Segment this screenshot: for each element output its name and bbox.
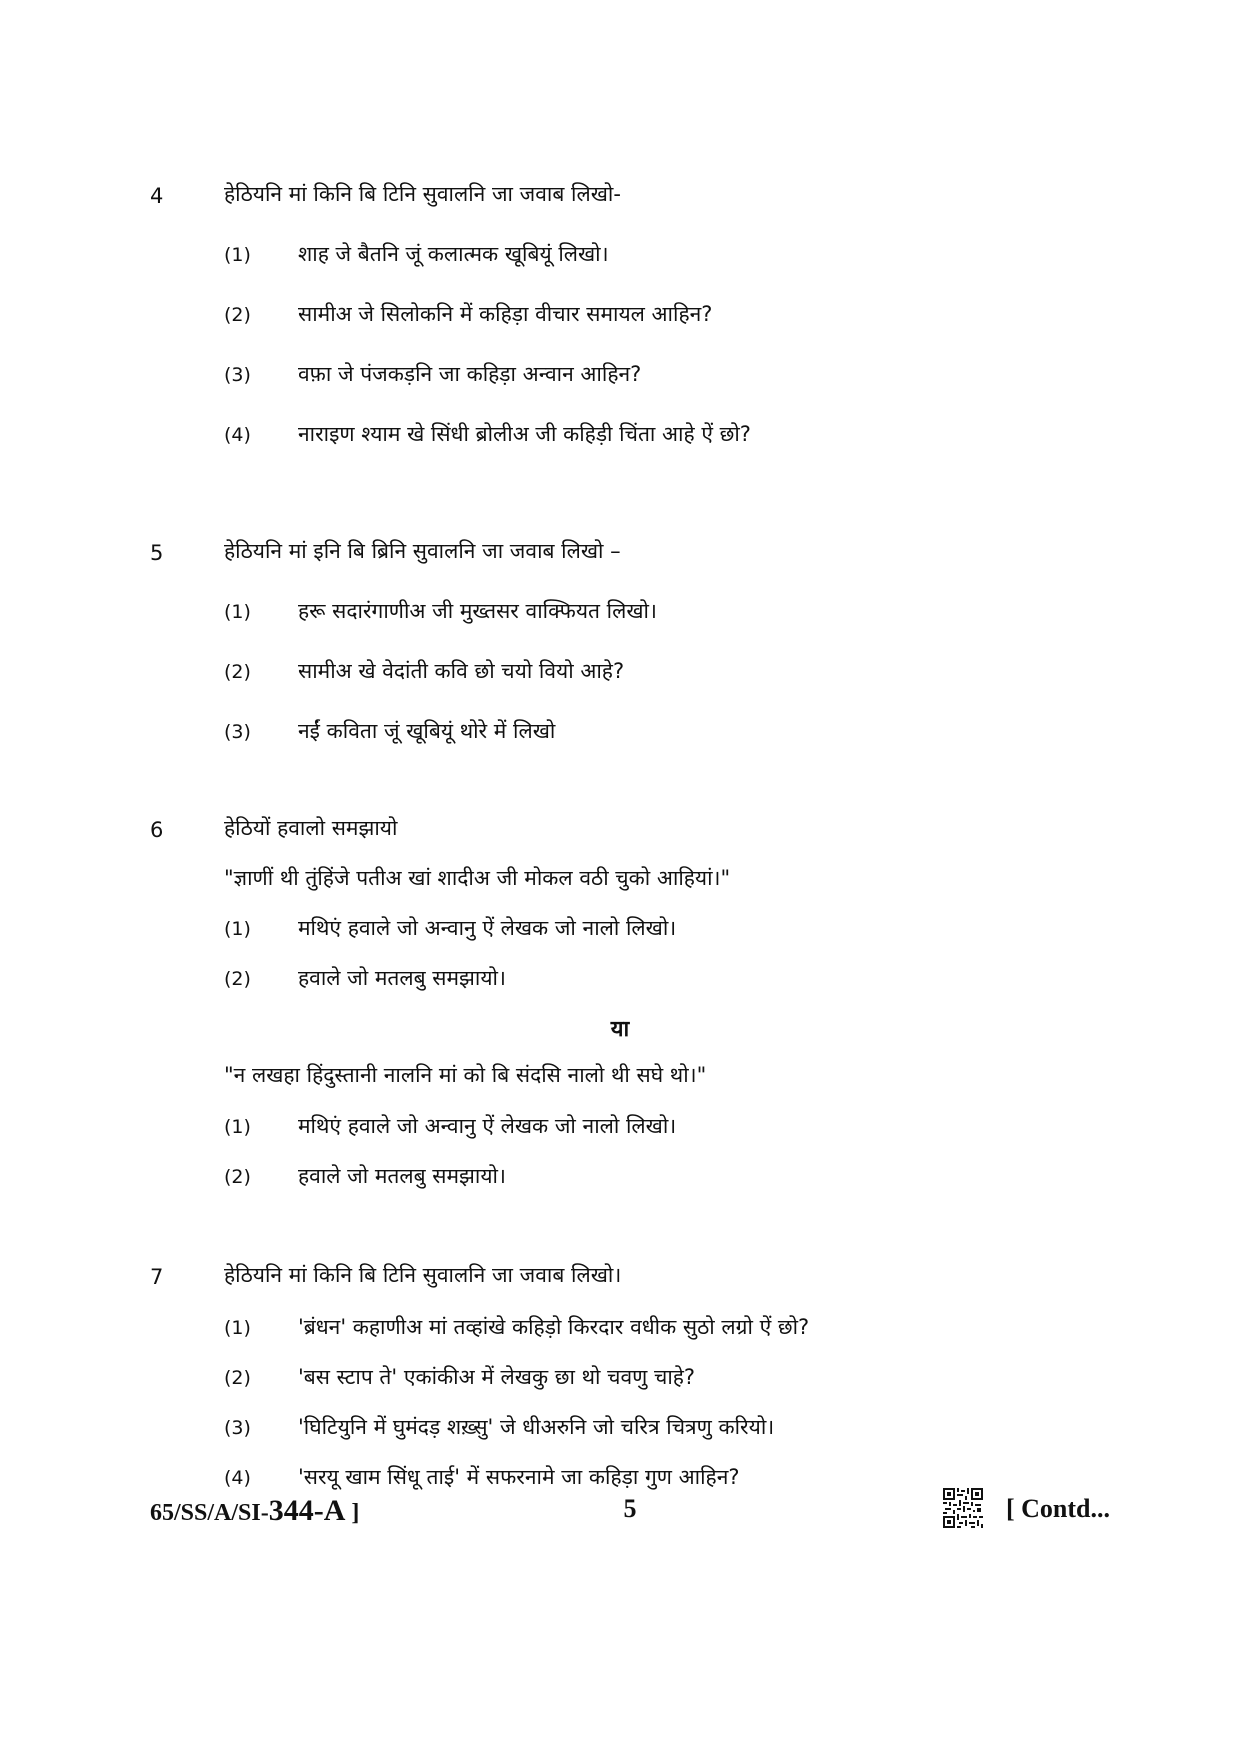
sub-item-number: (3) [224, 364, 251, 386]
sub-item-number: (4) [224, 424, 251, 446]
paper-code-suffix: ] [345, 1500, 360, 1526]
question-text: हेठियनि मां किनि बि टिनि सुवालनि जा जवाब लिखो। [224, 1263, 622, 1287]
question-number: 7 [150, 1265, 164, 1289]
sub-item-text: हवाले जो मतलबु समझायो। [298, 1164, 506, 1188]
paper-code [150, 1494, 359, 1528]
question-number: 5 [150, 541, 164, 565]
quoted-passage: "ज्ञाणीं थी तुंहिंजे पतीअ खां शादीअ जी मोकल वठी चुको आहियां।" [224, 866, 731, 890]
sub-item-text: सामीअ जे सिलोकनि में कहिड़ा वीचार समायल आहिन? [298, 302, 713, 326]
sub-item-number: (2) [224, 1367, 251, 1389]
sub-item-text: 'ब्रंधन' कहाणीअ मां तव्हांखे कहिड़ो किरदार वधीक सुठो लग्रो ऐं छो? [298, 1315, 810, 1339]
sub-item-number: (3) [224, 1417, 251, 1439]
sub-item-number: (2) [224, 1166, 251, 1188]
question-number: 6 [150, 818, 164, 842]
sub-item-text: सामीअ खे वेदांती कवि छो चयो वियो आहे? [298, 659, 625, 683]
sub-item-number: (4) [224, 1467, 251, 1489]
page-number: 5 [623, 1494, 637, 1523]
sub-item-number: (3) [224, 721, 251, 743]
sub-item-number: (2) [224, 304, 251, 326]
sub-item-text: हवाले जो मतलबु समझायो। [298, 966, 506, 990]
sub-item-number: (2) [224, 968, 251, 990]
question-number: 4 [150, 184, 164, 208]
paper-code-prefix: 65/SS/A/SI- [150, 1500, 269, 1526]
question-text: हेठियों हवालो समझायो [224, 816, 398, 840]
sub-item-number: (1) [224, 918, 251, 940]
sub-item-number: (1) [224, 1317, 251, 1339]
sub-item-number: (1) [224, 244, 251, 266]
sub-item-text: 'घिटियुनि में घुमंदड़ शख़्सु' जे धीअरुनि जो चरित्र चित्रणु करियो। [298, 1415, 775, 1439]
sub-item-text: नाराइण श्याम खे सिंधी ब्रोलीअ जी कहिड़ी चिंता आहे ऐं छो? [298, 422, 751, 446]
sub-item-text: हरू सदारंगाणीअ जी मुख्तसर वाक्फियत लिखो। [298, 599, 657, 623]
qr-code-icon [943, 1488, 983, 1528]
sub-item-number: (1) [224, 1116, 251, 1138]
sub-item-text: वफ़ा जे पंजकड़नि जा कहिड़ा अन्वान आहिन? [298, 362, 642, 386]
or-divider: या [610, 1017, 630, 1042]
quoted-passage: "न लखहा हिंदुस्तानी नालनि मां को बि संदसि नालो थी सघे थो।" [224, 1063, 707, 1087]
sub-item-text: मथिएं हवाले जो अन्वानु ऐं लेखक जो नालो लिखो। [298, 1114, 677, 1138]
sub-item-text: नईं कविता जूं खूबियूं थोरे में लिखो [298, 719, 556, 743]
continued-label: [ Contd... [1006, 1494, 1111, 1523]
sub-item-text: मथिएं हवाले जो अन्वानु ऐं लेखक जो नालो लिखो। [298, 916, 677, 940]
sub-item-text: 'सरयू खाम सिंधू ताई' में सफरनामे जा कहिड़ा गुण आहिन? [298, 1465, 740, 1489]
sub-item-number: (2) [224, 661, 251, 683]
sub-item-text: 'बस स्टाप ते' एकांकीअ में लेखकु छा थो चवणु चाहे? [298, 1365, 696, 1389]
sub-item-number: (1) [224, 601, 251, 623]
question-text: हेठियनि मां किनि बि टिनि सुवालनि जा जवाब लिखो- [224, 182, 621, 206]
sub-item-text: शाह जे बैतनि जूं कलात्मक खूबियूं लिखो। [298, 242, 609, 266]
paper-code-main: 344-A [268, 1494, 346, 1527]
question-text: हेठियनि मां इनि बि ब्रिनि सुवालनि जा जवाब लिखो – [224, 539, 621, 563]
